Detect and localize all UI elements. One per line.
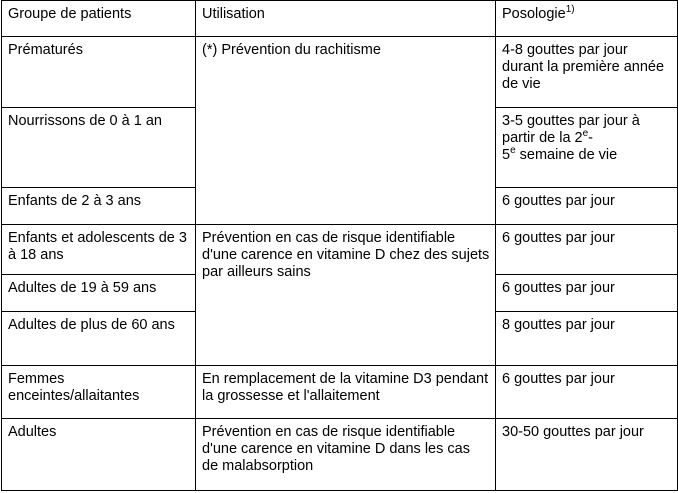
table-row: [2, 225, 678, 275]
header-dosage: [496, 1, 678, 37]
group-cell: Nourrissons de 0 à 1 an: [2, 108, 196, 188]
dosage-table: [1, 0, 678, 491]
dosage-cell: 30-50 gouttes par jour: [496, 419, 678, 491]
dosage-cell: 6 gouttes par jour: [496, 366, 678, 419]
usage-cell: (*) Prévention du rachitisme: [196, 37, 496, 225]
table-row: [2, 366, 678, 419]
group-cell: Enfants de 2 à 3 ans: [2, 188, 196, 225]
dosage-cell: 8 gouttes par jour: [496, 312, 678, 366]
dosage-cell: 6 gouttes par jour: [496, 188, 678, 225]
header-dosage-label: Posologie: [502, 6, 566, 22]
group-cell: Adultes de 19 à 59 ans: [2, 275, 196, 312]
dosage-cell: 6 gouttes par jour: [496, 225, 678, 275]
table-row: [2, 419, 678, 491]
group-cell: Femmes enceintes/allaitantes: [2, 366, 196, 419]
group-cell: Enfants et adolescents de 3 à 18 ans: [2, 225, 196, 275]
table-header-row: [2, 1, 678, 37]
usage-cell: Prévention en cas de risque identifiable d'une carence en vitamine D dans les cas de malabsorption: [196, 419, 496, 491]
usage-cell: En remplacement de la vitamine D3 pendant la grossesse et l'allaitement: [196, 366, 496, 419]
group-cell: Prématurés: [2, 37, 196, 108]
dosage-cell: 6 gouttes par jour: [496, 275, 678, 312]
dosage-cell: 4-8 gouttes par jour durant la première année de vie: [496, 37, 678, 108]
dosage-cell: 3-5 gouttes par jour à partir de la 2e- 5e semaine de vie: [496, 108, 678, 188]
table-row: [2, 37, 678, 108]
header-group: Groupe de patients: [2, 1, 196, 37]
group-cell: Adultes: [2, 419, 196, 491]
header-dosage-footnote: 1): [565, 4, 575, 15]
group-cell: Adultes de plus de 60 ans: [2, 312, 196, 366]
usage-cell: Prévention en cas de risque identifiable d'une carence en vitamine D chez des sujets par ailleurs sains: [196, 225, 496, 366]
header-usage: Utilisation: [196, 1, 496, 37]
